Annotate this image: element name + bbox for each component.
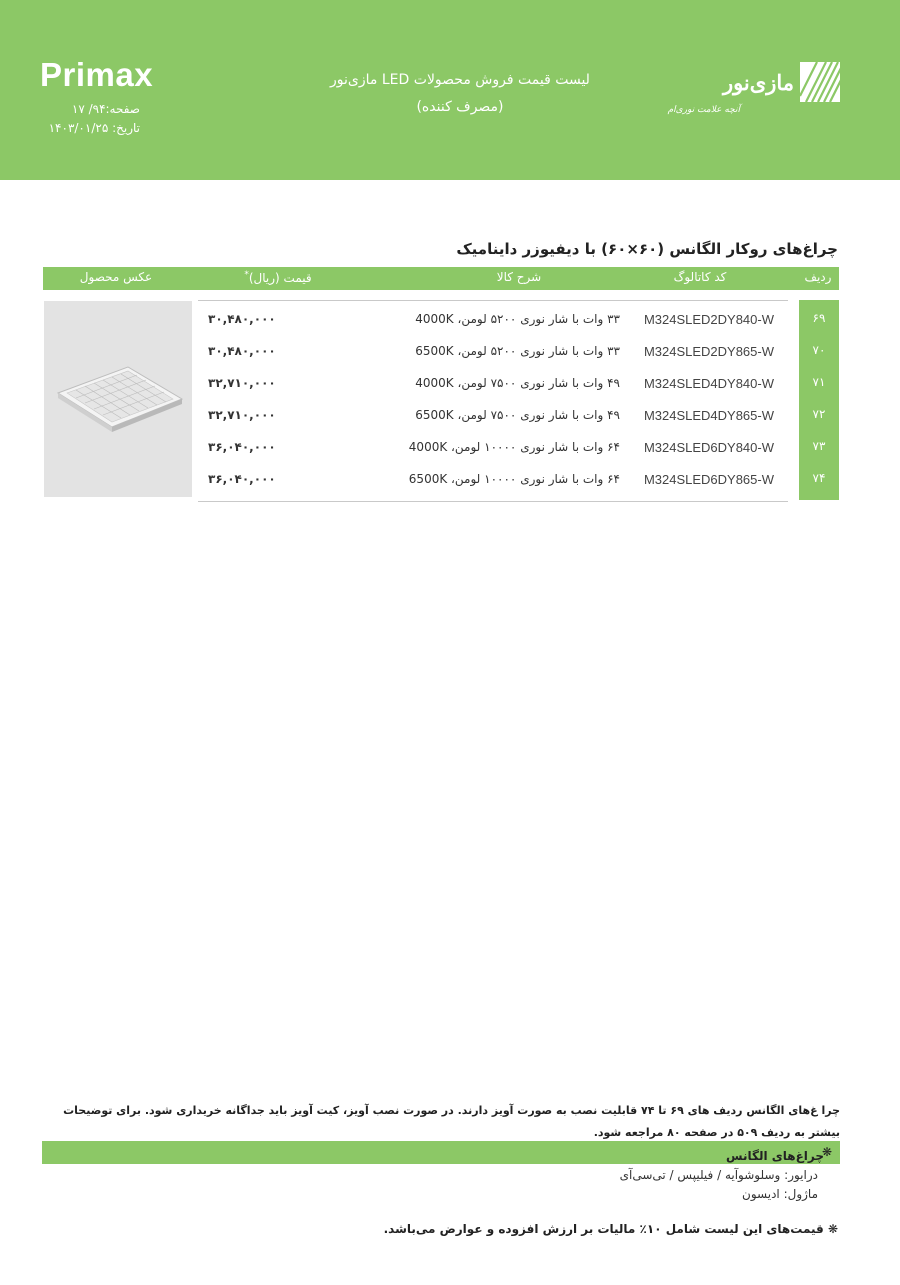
row-description: ۳۳ وات با شار نوری ۵۲۰۰ لومن، 6500K [415,344,620,358]
row-price: ۳۲,۷۱۰,۰۰۰ [208,408,276,422]
table-row [198,333,788,365]
table-row [198,429,788,461]
row-description: ۴۹ وات با شار نوری ۷۵۰۰ لومن، 6500K [415,408,620,422]
product-photo [44,301,192,497]
notes-bar [42,1141,840,1164]
installation-note: چرا غ‌های الگانس ردیف های ۶۹ تا ۷۴ قابلیت نصب به صورت آویز دارند. در صورت نصب آویز، کیت آویز باید جداگانه خریداری شود. برای توضیحات بیشتر به ردیف ۵۰۹ در صفحه ۸۰ مراجعه شود. [63,1104,840,1139]
company-logo [667,62,840,124]
document-subtitle: (مصرف کننده) [416,99,504,115]
row-price: ۳۲,۷۱۰,۰۰۰ [208,376,276,390]
row-number: ۷۰ [812,343,826,357]
row-price: ۳۰,۴۸۰,۰۰۰ [208,312,276,326]
row-number: ۶۹ [812,311,826,325]
table-row [198,397,788,429]
header-price [213,270,343,285]
row-price: ۳۰,۴۸۰,۰۰۰ [208,344,276,358]
driver-spec: درایور: وسلوشوآیه / فیلیپس / تی‌سی‌آی [619,1168,818,1182]
page-header [0,0,900,180]
section-title: چراغ‌های روکار الگانس (۶۰×۶۰) با دیفیوزر داینامیک [456,240,838,258]
logo-mark-icon [800,62,840,102]
module-spec: ماژول: ادیسون [742,1187,818,1201]
row-number: ۷۱ [812,375,826,389]
row-price: ۳۶,۰۴۰,۰۰۰ [208,472,276,486]
panel-light-image [44,301,192,497]
row-price: ۳۶,۰۴۰,۰۰۰ [208,440,276,454]
row-description: ۳۳ وات با شار نوری ۵۲۰۰ لومن، 4000K [415,312,620,326]
row-description: ۶۴ وات با شار نوری ۱۰۰۰۰ لومن، 6500K [408,472,620,486]
table-row [198,461,788,493]
header-row-number: ردیف [804,270,832,284]
tax-footnote: ❋ قیمت‌های این لیست شامل ۱۰٪ مالیات بر ارزش افزوده و عوارض می‌باشد. [383,1222,838,1236]
page-number: صفحه:۹۴/ ۱۷ [71,102,140,116]
header-catalog-code: کد کاتالوگ [673,270,727,284]
row-description: ۴۹ وات با شار نوری ۷۵۰۰ لومن، 4000K [415,376,620,390]
table-header [43,267,839,290]
header-price-label: قیمت (ریال) [248,271,312,285]
logo-tagline: آنچه‌ علامت نوری‌ام [667,105,740,115]
row-catalog-code: M324SLED6DY840-W [643,440,774,455]
document-title: لیست قیمت فروش محصولات LED مازی‌نور [330,72,590,88]
row-number: ۷۳ [812,439,826,453]
row-catalog-code: M324SLED4DY840-W [643,376,774,391]
document-date: تاریخ: ۱۴۰۳/۰۱/۲۵ [48,121,140,135]
price-asterisk: * [244,270,249,280]
brand-name: Primax [40,56,154,93]
header-photo: عکس محصول [79,270,153,284]
table-row [198,301,788,333]
row-description: ۶۴ وات با شار نوری ۱۰۰۰۰ لومن، 4000K [408,440,620,454]
header-description: شرح کالا [496,270,542,284]
notes-bar-title: ❋ چراغ‌های الگانس [726,1145,832,1163]
row-number: ۷۲ [812,407,826,421]
row-catalog-code: M324SLED4DY865-W [643,408,774,423]
tax-footnote-text: قیمت‌های این لیست شامل ۱۰٪ مالیات بر ارزش افزوده و عوارض می‌باشد. [383,1222,824,1236]
row-number: ۷۴ [812,471,826,485]
row-catalog-code: M324SLED2DY865-W [643,344,774,359]
row-number-column [799,300,839,500]
table-row [198,365,788,397]
product-table [198,300,788,502]
logo-wordmark: مازی‌نور [722,70,794,95]
row-catalog-code: M324SLED6DY865-W [643,472,774,487]
row-catalog-code: M324SLED2DY840-W [643,312,774,327]
notes-bar-text: چراغ‌های الگانس [726,1149,824,1163]
